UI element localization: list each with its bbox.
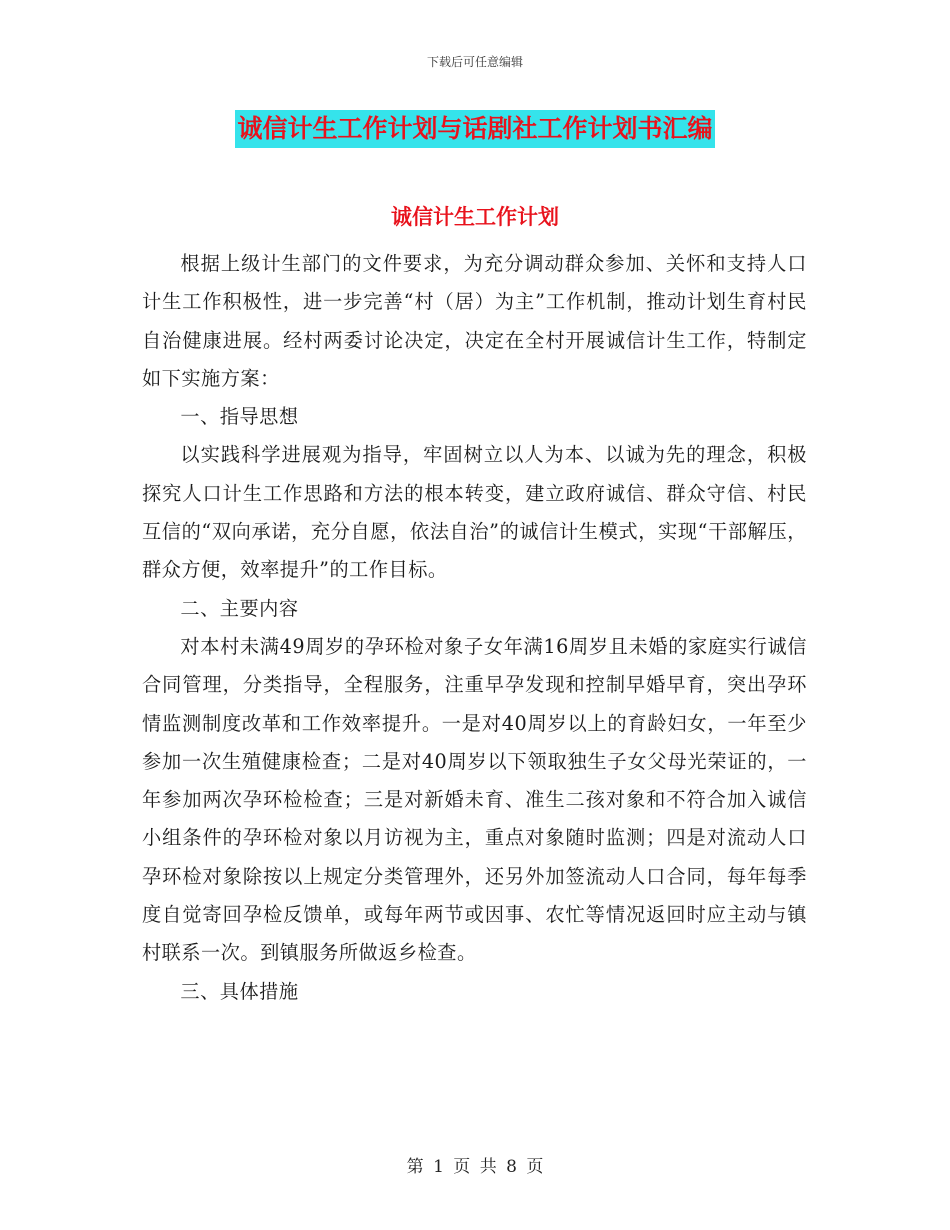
- document-title: 诚信计生工作计划与话剧社工作计划书汇编: [235, 110, 714, 148]
- paragraph-intro: 根据上级计生部门的文件要求，为充分调动群众参加、关怀和支持人口计生工作积极性，进一步完善“村（居）为主”工作机制，推动计划生育村民自治健康进展。经村两委讨论决定，决定在全村开展诚信计生工作，特制定如下实施方案：: [142, 252, 807, 390]
- heading-guiding-thought: 一、指导思想: [180, 405, 299, 429]
- heading-specific-measures: 三、具体措施: [180, 979, 299, 1003]
- section-title: 诚信计生工作计划: [391, 204, 559, 229]
- paragraph-guiding-thought: 以实践科学进展观为指导，牢固树立以人为本、以诚为先的理念，积极探究人口计生工作思路和方法的根本转变，建立政府诚信、群众守信、村民互信的“双向承诺，充分自愿，依法自治”的诚信计生模式，实现“干部解压，群众方便，效率提升”的工作目标。: [142, 443, 807, 582]
- page-header-note: 下载后可任意编辑: [426, 55, 523, 69]
- document-title-container: [0, 110, 950, 148]
- paragraph-main-content: 对本村未满49周岁的孕环检对象子女年满16周岁且未婚的家庭实行诚信合同管理，分类指导，全程服务，注重早孕发现和控制早婚早育，突出孕环情监测制度改革和工作效率提升。一是对40周岁以上的育龄妇女，一年至少参加一次生殖健康检查；二是对40周岁以下领取独生子女父母光荣证的，一年参加两次孕环检检查；三是对新婚未育、准生二孩对象和不符合加入诚信小组条件的孕环检对象以月访视为主，重点对象随时监测；四是对流动人口孕环检对象除按以上规定分类管理外，还另外加签流动人口合同，每年每季度自觉寄回孕检反馈单，或每年两节或因事、农忙等情况返回时应主动与镇村联系一次。到镇服务所做返乡检查。: [142, 634, 807, 965]
- document-body: [142, 245, 807, 1011]
- page-footer: 第 1 页 共 8 页: [406, 1157, 544, 1177]
- heading-main-content: 二、主要内容: [180, 596, 299, 620]
